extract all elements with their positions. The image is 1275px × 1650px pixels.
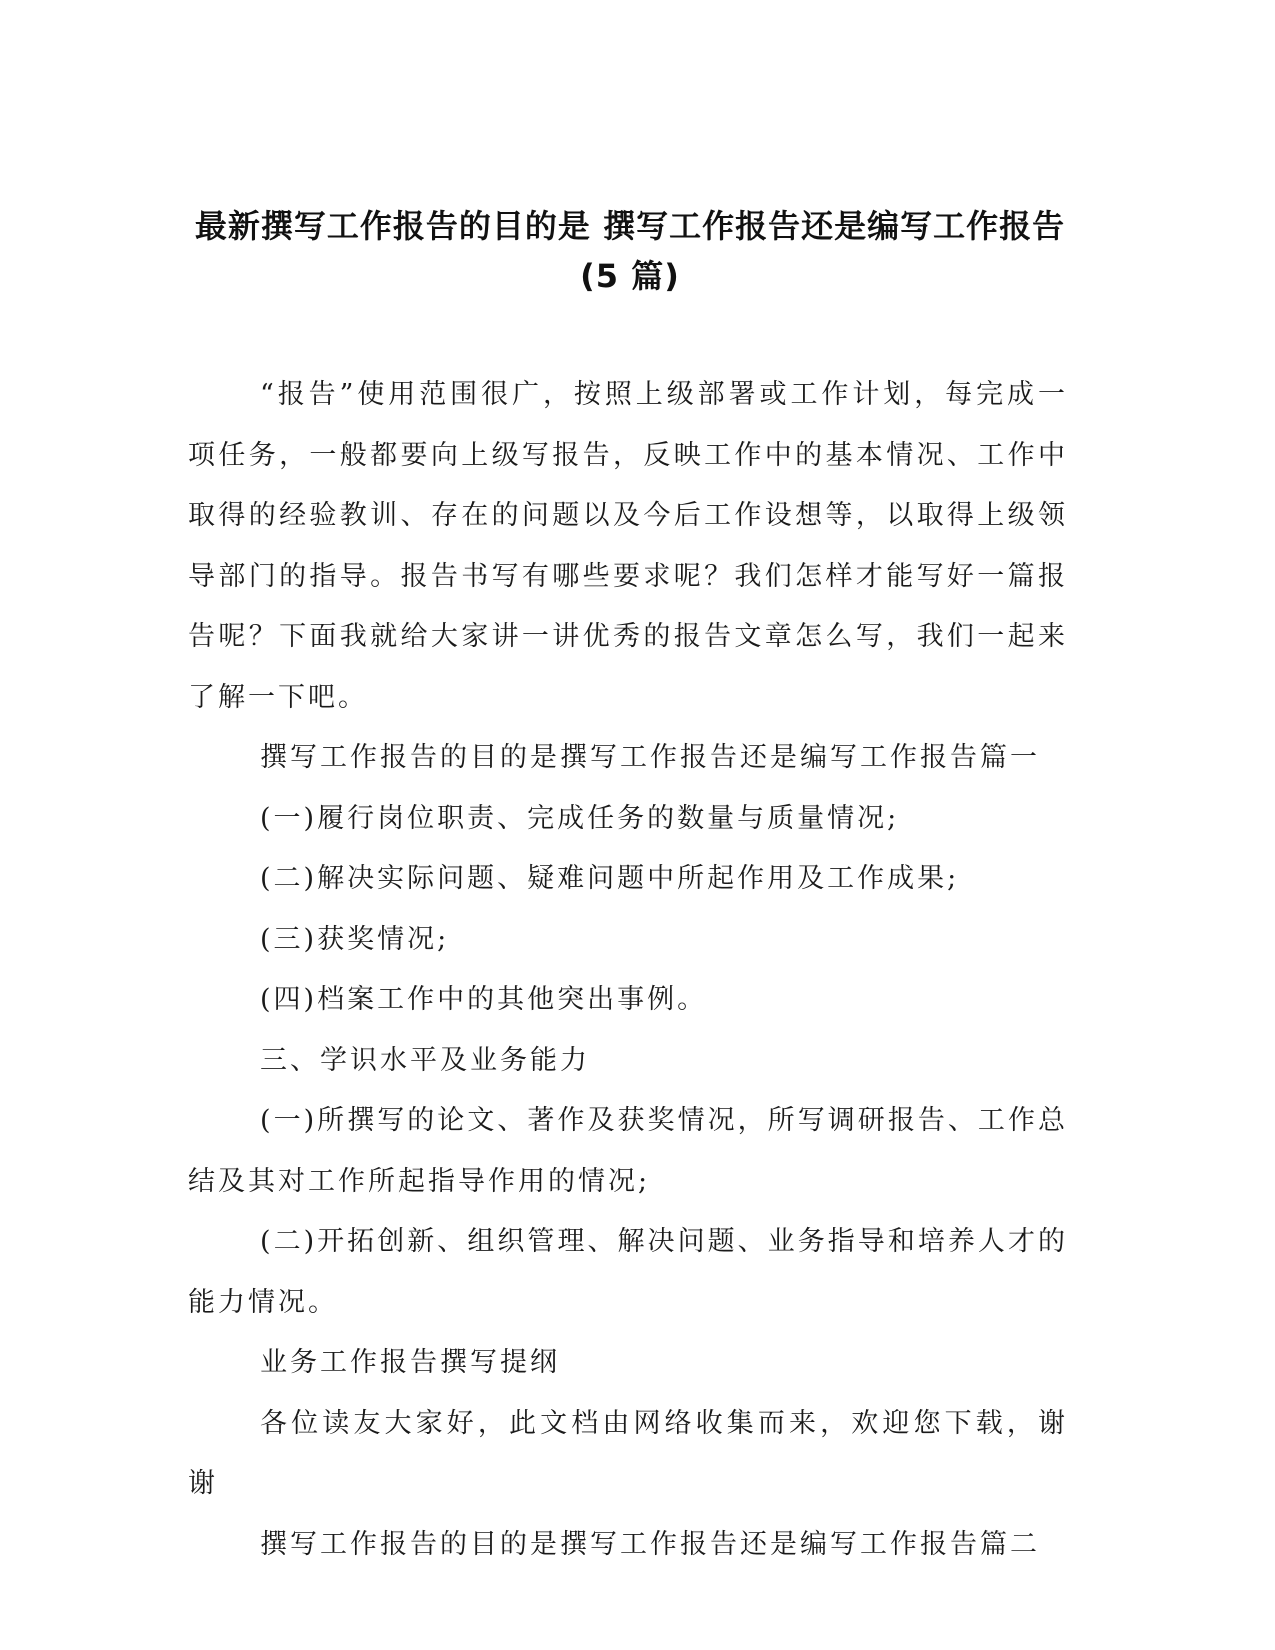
- section-heading-part-1: 撰写工作报告的目的是撰写工作报告还是编写工作报告篇一: [260, 742, 1040, 773]
- list-item-duty: (一)履行岗位职责、完成任务的数量与质量情况;: [260, 802, 900, 834]
- list-item-papers: (一)所撰写的论文、著作及获奖情况，所写调研报告、工作总结及其对工作所起指导作用的情况;: [188, 1105, 1068, 1197]
- title-line-2: (5 篇): [580, 257, 680, 296]
- document-body: [188, 365, 1068, 1575]
- intro-paragraph: “报告”使用范围很广，按照上级部署或工作计划，每完成一项任务，一般都要向上级写报告，反映工作中的基本情况、工作中取得的经验教训、存在的问题以及今后工作设想等，以取得上级领导部门的指导。报告书写有哪些要求呢？我们怎样才能写好一篇报告呢？下面我就给大家讲一讲优秀的报告文章怎么写，我们一起来了解一下吧。: [188, 379, 1068, 713]
- list-item-awards: (三)获奖情况;: [260, 923, 450, 955]
- list-item-archives: (四)档案工作中的其他突出事例。: [260, 984, 708, 1015]
- section-heading-part-2: 撰写工作报告的目的是撰写工作报告还是编写工作报告篇二: [260, 1528, 1040, 1560]
- list-item-problems: (二)解决实际问题、疑难问题中所起作用及工作成果;: [260, 863, 960, 894]
- title-line-1: 最新撰写工作报告的目的是 撰写工作报告还是编写工作报告: [194, 207, 1066, 246]
- section-heading-ability: 三、学识水平及业务能力: [260, 1044, 590, 1076]
- document-title: [180, 201, 1080, 301]
- list-item-innovation: (二)开拓创新、组织管理、解决问题、业务指导和培养人才的能力情况。: [188, 1226, 1068, 1318]
- reader-notice: 各位读友大家好，此文档由网络收集而来，欢迎您下载，谢谢: [188, 1407, 1068, 1499]
- outline-heading: 业务工作报告撰写提纲: [260, 1347, 560, 1378]
